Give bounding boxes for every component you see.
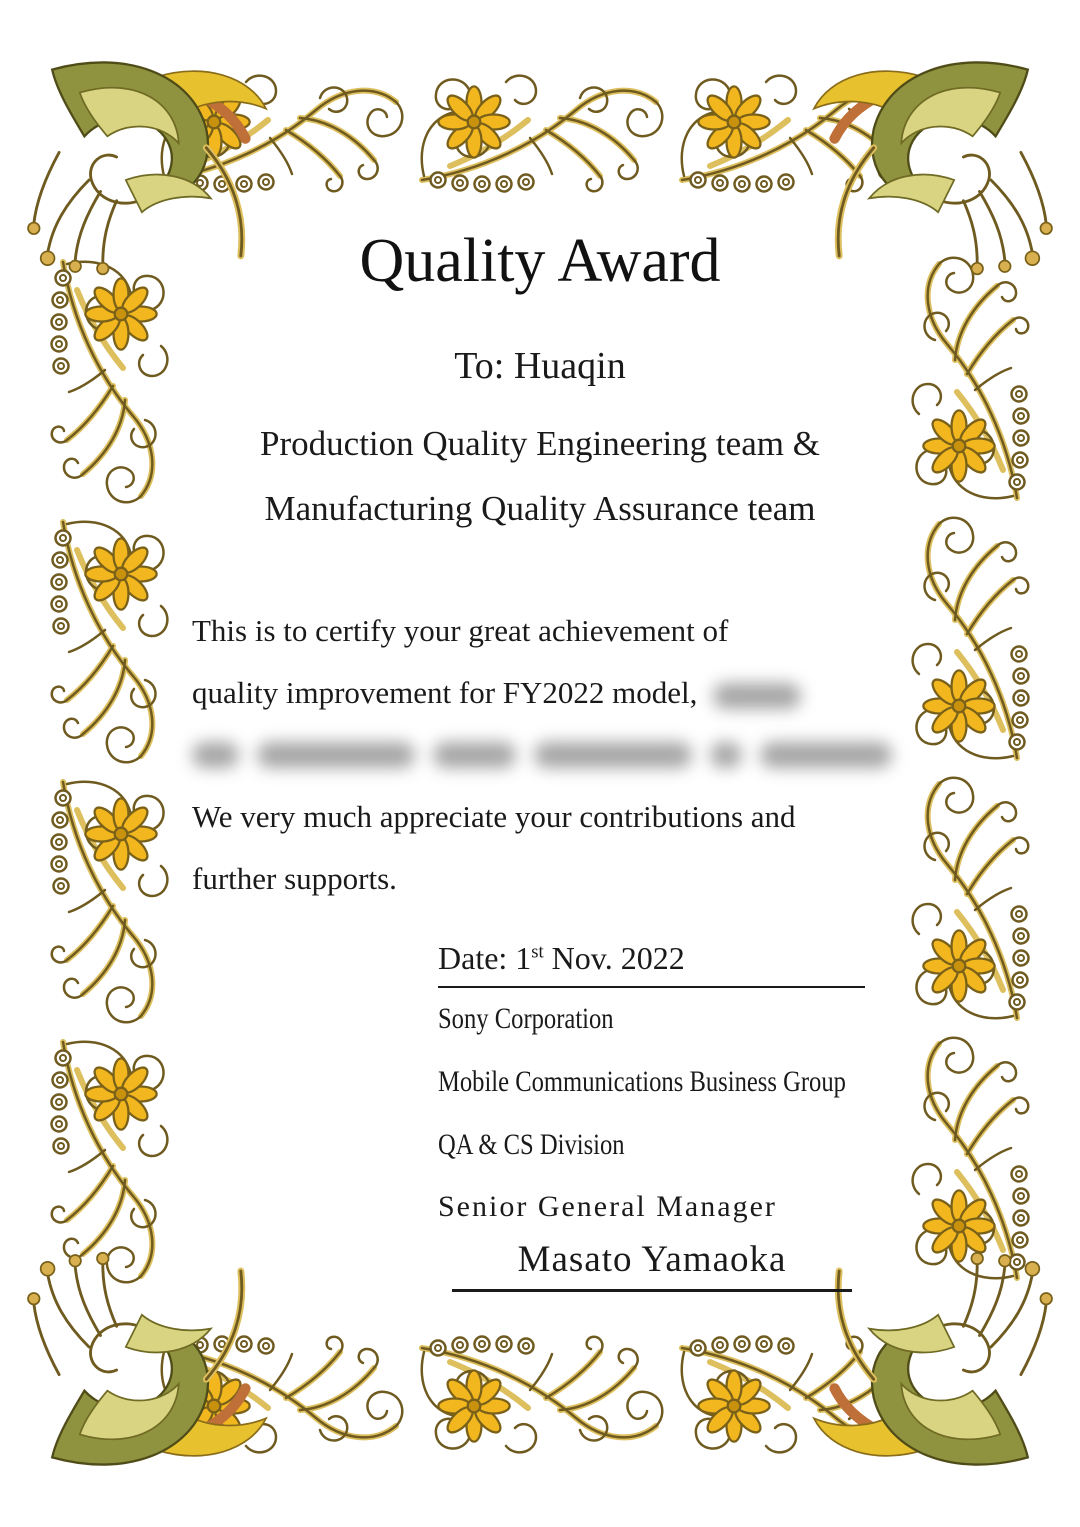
signature-name: Masato Yamaoka bbox=[452, 1238, 852, 1292]
redacted-text-blob bbox=[713, 683, 801, 709]
redacted-text-blob bbox=[433, 742, 516, 768]
body-line-2-text: quality improvement for FY2022 model, bbox=[192, 675, 698, 710]
signature-company-text: Sony Corporation bbox=[438, 1002, 614, 1035]
recipient-line: To: Huaqin bbox=[454, 345, 626, 387]
signature-group bbox=[438, 1065, 936, 1099]
date-suffix: Nov. 2022 bbox=[543, 940, 685, 976]
date-prefix: Date: 1 bbox=[438, 940, 532, 976]
certificate-title: Quality Award bbox=[359, 227, 721, 295]
redacted-text-blob bbox=[257, 742, 415, 768]
body-paragraph bbox=[192, 600, 892, 910]
body-line-2 bbox=[192, 662, 892, 724]
redacted-text-blob bbox=[534, 742, 692, 768]
team-line-2: Manufacturing Quality Assurance team bbox=[264, 489, 816, 528]
redacted-text-blob bbox=[710, 742, 742, 768]
body-line-1: This is to certify your great achievement of bbox=[192, 613, 729, 648]
date-line bbox=[438, 938, 865, 988]
body-line-5: further supports. bbox=[192, 861, 397, 896]
body-line-3-redacted bbox=[192, 724, 892, 786]
signature-role: Senior General Manager bbox=[438, 1190, 777, 1223]
redacted-text-blob bbox=[760, 742, 892, 768]
body-line-4: We very much appreciate your contributions and bbox=[192, 799, 796, 834]
signature-company bbox=[438, 1002, 652, 1036]
signature-division-text: QA & CS Division bbox=[438, 1128, 625, 1161]
date-superscript: st bbox=[531, 941, 544, 963]
team-line-1: Production Quality Engineering team & bbox=[260, 424, 820, 463]
signature-group-text: Mobile Communications Business Group bbox=[438, 1065, 846, 1098]
signature-division bbox=[438, 1128, 666, 1162]
redacted-text-blob bbox=[192, 742, 239, 768]
